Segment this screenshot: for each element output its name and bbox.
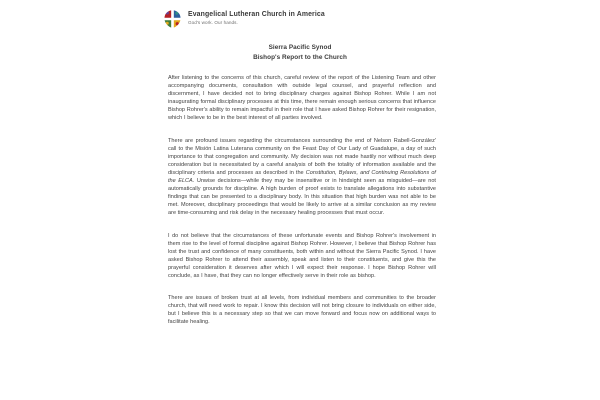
organization-tagline: God's work. Our hands. [188, 20, 238, 26]
elca-governing-documents-citation: Constitution, Bylaws, and Continuing Resolutions of the ELCA [168, 169, 436, 185]
body-paragraph-1: After listening to the concerns of this church, careful review of the report of the Listening Team and other accompanying documents, consultation with outside legal counsel, and prayerful reflection and discernment, I have decided not to bring disciplinary charges against Bishop Rohrer. While I am not inaugurating formal disciplinary processes at this time, there remain enough serious concerns that influence Bishop Rohrer's ability to remain impactful in their role that I have asked Bishop Rohrer for their resignation, which I believe to be in the best interest of all parties involved. [168, 75, 436, 122]
paragraph-2-text-after-citation: . Unwise decisions—while they may be insensitive or in hindsight seen as misguided—are not automatically grounds for discipline. A high burden of proof exists to translate allegations into substantive findings that can be presented to a disciplinary body. In this situation that high burden was not able to be met. Moreover, disciplinary proceedings that would be likely to arrive at a similar conclusion as my review are time-consuming and risk delay in the necessary healing processes that must occur. [168, 178, 436, 217]
body-paragraph-4: There are issues of broken trust at all levels, from individual members and communities to the broader church, that will need work to repair. I know this decision will not bring closure to individuals on either side, but I believe this is a necessary step so that we can move forward and focus now on additional ways to facilitate healing. [168, 295, 436, 326]
document-title-block [0, 43, 600, 63]
body-paragraph-3: I do not believe that the circumstances of these unfortunate events and Bishop Rohrer's involvement in them rise to the level of formal discipline against Bishop Rohrer. However, I believe that Bishop Rohrer has lost the trust and confidence of many constituents, both within and without the Sierra Pacific Synod. I have asked Bishop Rohrer to attend their assembly, speak and listen to their constituents, and give this the prayerful consideration it deserves after which I will expect their response. I hope Bishop Rohrer will conclude, as I have, that they can no longer effectively serve in their role as bishop. [168, 232, 436, 279]
body-paragraph-2 [168, 137, 436, 218]
document-body [168, 74, 436, 326]
paragraph-2-text-before-citation: There are profound issues regarding the circumstances surrounding the end of Nelson Rabell-González' call to the Misión Latina Luterana community on the Feast Day of Our Lady of Guadalupe, a day of such importance to that congregation and community. My decision was not made hastily nor without much deep consideration but is necessitated by a careful analysis of both the totality of information available and the disciplinary criteria and processes as described in the [168, 137, 436, 176]
elca-cross-emblem-icon [163, 9, 182, 29]
organization-masthead [163, 9, 325, 29]
document-title-report: Bishop's Report to the Church [253, 54, 347, 62]
organization-name-block [188, 12, 325, 26]
organization-wordmark: Evangelical Lutheran Church in America [188, 10, 325, 18]
document-title-synod: Sierra Pacific Synod [268, 44, 332, 51]
